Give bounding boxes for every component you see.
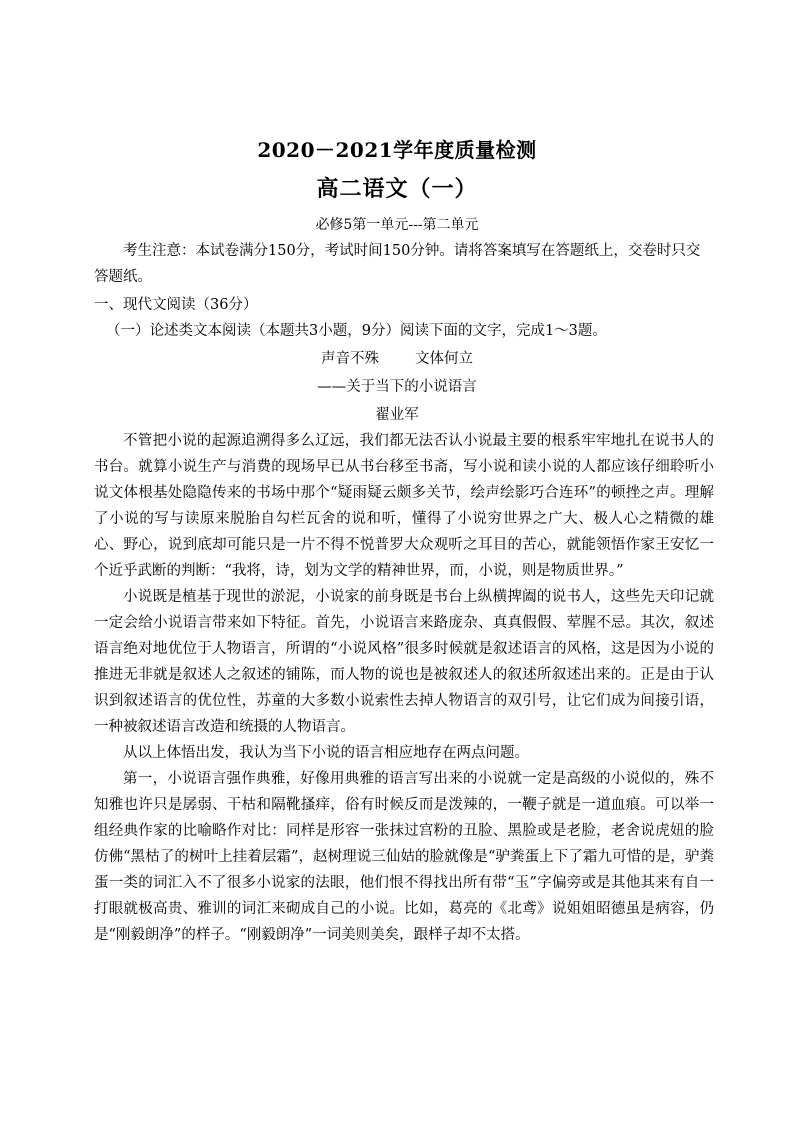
article-paragraph: 从以上体悟出发，我认为当下小说的语言相应地存在两点问题。 bbox=[123, 745, 529, 761]
article-paragraph: 第一，小说语言强作典雅，好像用典雅的语言写出来的小说就一定是高级的小说似的，殊不知雅也许只是孱弱、干枯和隔靴搔痒，俗有时候反而是泼辣的，一鞭子就是一道血痕。可以举一组经典作家的比喻略作对比：同样是形容一张抹过宫粉的丑脸、黑脸或是老脸，老舍说虎妞的脸仿佛“黑枯了的树叶上挂着层霜”，赵树理说三仙姑的脸就像是“驴粪蛋上下了霜九可惜的是，驴粪蛋一类的词汇入不了很多小说家的法眼，他们恨不得找出所有带“玉”字偏旁或是其他其来有自一打眼就极高贵、雅训的词汇来砌成自己的小说。比如，葛亮的《北鸢》说姐姐昭德虽是病容，仍是“刚毅朗净”的样子。“刚毅朗净”一词美则美矣，跟样子却不太搭。 bbox=[94, 771, 714, 943]
article-body bbox=[94, 428, 714, 948]
article-subtitle: ——关于当下的小说语言 bbox=[317, 379, 477, 395]
exam-scope: 必修5第一单元---第二单元 bbox=[315, 217, 479, 233]
article-paragraph: 小说既是植基于现世的淤泥，小说家的前身既是书台上纵横捭阖的说书人，这些先天印记就一定会给小说语言带来如下特征。首先，小说语言来路庞杂、真真假假、荤腥不忌。其次，叙述语言绝对地优位于人物语言，所谓的“小说风格”很多时候就是叙述语言的风格，这是因为小说的推进无非就是叙述人之叙述的铺陈，而人物的说也是被叙述人的叙述所叙述出来的。正是由于认识到叙述语言的优位性，苏童的大多数小说索性去掉人物语言的双引号，让它们成为间接引语，一种被叙述语言改造和统摄的人物语言。 bbox=[94, 589, 714, 735]
sub-section-heading: （一）论述类文本阅读（本题共3小题，9分）阅读下面的文字，完成1～3题。 bbox=[106, 323, 607, 339]
article-title-part1: 声音不殊 bbox=[321, 351, 379, 367]
article-paragraph: 不管把小说的起源追溯得多么辽远，我们都无法否认小说最主要的根系牢牢地扎在说书人的书台。就算小说生产与消费的现场早已从书台移至书斋，写小说和读小说的人都应该仔细聆听小说文体根基处隐隐传来的书场中那个“疑雨疑云颇多关节，绘声绘影巧合连环”的顿挫之声。理解了小说的写与读原来脱胎自勾栏瓦舍的说和听，懂得了小说穷世界之广大、极人心之精微的雄心、野心，说到底却可能只是一片不得不悦普罗大众观听之耳目的苦心，就能领悟作家王安忆一个近乎武断的判断：“我将，诗，划为文学的精神世界，而，小说，则是物质世界。” bbox=[94, 433, 714, 579]
article-title bbox=[0, 348, 794, 370]
exam-year-title: 2020－2021学年度质量检测 bbox=[257, 138, 537, 162]
section-heading: 一、现代文阅读（36分） bbox=[94, 297, 258, 313]
candidate-notice: 考生注意：本试卷满分150分，考试时间150分钟。请将答案填写在答题纸上，交卷时只交答题纸。 bbox=[94, 243, 701, 285]
article-author: 翟业军 bbox=[375, 407, 419, 423]
exam-subject-title: 高二语文（一） bbox=[316, 176, 478, 202]
article-title-part2: 文体何立 bbox=[415, 351, 473, 367]
